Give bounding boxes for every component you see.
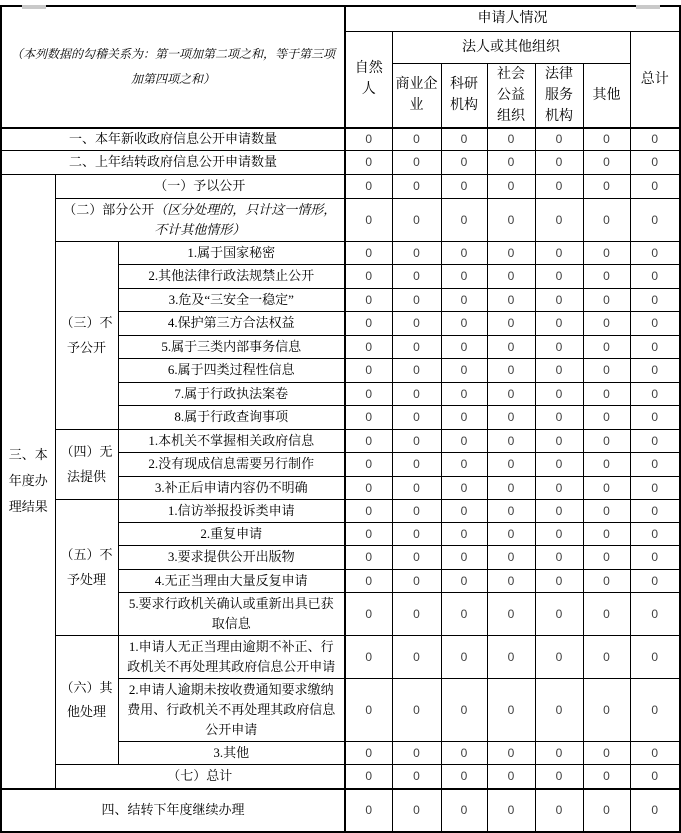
- row-label-cell: 二、上年结转政府信息公开申请数量: [1, 151, 345, 175]
- value-cell: 0: [487, 765, 535, 789]
- value-cell: 0: [392, 742, 441, 765]
- row-label-cell: 3.危及“三安全一稳定”: [118, 289, 345, 312]
- value-cell: 0: [392, 242, 441, 265]
- value-cell: 0: [535, 289, 583, 312]
- value-cell: 0: [345, 789, 392, 832]
- value-cell: 0: [583, 359, 630, 383]
- value-cell: 0: [630, 406, 680, 430]
- value-cell: 0: [345, 679, 392, 742]
- value-cell: 0: [630, 289, 680, 312]
- row-label-cell: 四、结转下年度继续办理: [1, 789, 345, 832]
- value-cell: 0: [441, 383, 487, 406]
- value-cell: 0: [583, 289, 630, 312]
- value-cell: 0: [345, 383, 392, 406]
- value-cell: 0: [487, 430, 535, 453]
- value-cell: 0: [392, 679, 441, 742]
- value-cell: 0: [345, 546, 392, 570]
- value-cell: 0: [441, 289, 487, 312]
- value-cell: 0: [630, 636, 680, 679]
- value-cell: 0: [487, 312, 535, 336]
- value-cell: 0: [583, 242, 630, 265]
- value-cell: 0: [630, 430, 680, 453]
- value-cell: 0: [535, 742, 583, 765]
- row-label-note: （区分处理的，只计这一情形，不计其他情形）: [154, 201, 337, 237]
- value-cell: 0: [487, 593, 535, 636]
- value-cell: 0: [441, 242, 487, 265]
- row-label-cell: [55, 199, 345, 242]
- value-cell: 0: [345, 453, 392, 477]
- value-cell: 0: [583, 500, 630, 523]
- value-cell: 0: [345, 265, 392, 289]
- value-cell: 0: [487, 128, 535, 151]
- value-cell: 0: [630, 312, 680, 336]
- row-label-cell: （七）总计: [55, 765, 345, 789]
- application-statistics-table: [0, 5, 681, 833]
- value-cell: 0: [630, 265, 680, 289]
- value-cell: 0: [441, 265, 487, 289]
- value-cell: 0: [535, 430, 583, 453]
- value-cell: 0: [535, 406, 583, 430]
- value-cell: 0: [392, 546, 441, 570]
- value-cell: 0: [441, 546, 487, 570]
- row-label-cell: 3.其他: [118, 742, 345, 765]
- value-cell: 0: [345, 406, 392, 430]
- value-cell: 0: [487, 336, 535, 359]
- cropped-toolbar-fragment-right: [636, 5, 660, 9]
- row-label-cell: 8.属于行政查询事项: [118, 406, 345, 430]
- value-cell: 0: [345, 593, 392, 636]
- value-cell: 0: [535, 151, 583, 175]
- value-cell: 0: [441, 151, 487, 175]
- row-label-cell: 6.属于四类过程性信息: [118, 359, 345, 383]
- value-cell: 0: [487, 570, 535, 593]
- value-cell: 0: [441, 477, 487, 500]
- value-cell: 0: [487, 453, 535, 477]
- value-cell: 0: [535, 128, 583, 151]
- value-cell: 0: [392, 570, 441, 593]
- value-cell: 0: [630, 477, 680, 500]
- value-cell: 0: [441, 765, 487, 789]
- value-cell: 0: [583, 477, 630, 500]
- value-cell: 0: [441, 593, 487, 636]
- cropped-toolbar-fragment-left: [22, 5, 46, 9]
- value-cell: 0: [630, 765, 680, 789]
- table-row: [1, 765, 680, 789]
- value-cell: 0: [583, 175, 630, 199]
- value-cell: 0: [345, 430, 392, 453]
- table-row: [1, 128, 680, 151]
- value-cell: 0: [441, 199, 487, 242]
- value-cell: 0: [535, 312, 583, 336]
- table-row: [1, 199, 680, 242]
- value-cell: 0: [345, 523, 392, 546]
- section-label-other-handling: （六）其他处理: [55, 636, 118, 765]
- value-cell: 0: [441, 312, 487, 336]
- value-cell: 0: [535, 265, 583, 289]
- value-cell: 0: [441, 523, 487, 546]
- value-cell: 0: [535, 336, 583, 359]
- value-cell: 0: [535, 546, 583, 570]
- value-cell: 0: [535, 383, 583, 406]
- value-cell: 0: [487, 383, 535, 406]
- value-cell: 0: [487, 289, 535, 312]
- value-cell: 0: [441, 742, 487, 765]
- header-commercial-enterprise: 商业企业: [392, 63, 441, 128]
- value-cell: 0: [441, 636, 487, 679]
- header-research-institution: 科研机构: [441, 63, 487, 128]
- value-cell: 0: [441, 789, 487, 832]
- header-applicant-status: 申请人情况: [345, 6, 680, 31]
- value-cell: 0: [630, 500, 680, 523]
- value-cell: 0: [345, 500, 392, 523]
- value-cell: 0: [535, 570, 583, 593]
- value-cell: 0: [345, 151, 392, 175]
- value-cell: 0: [630, 546, 680, 570]
- value-cell: 0: [345, 336, 392, 359]
- row-label-cell: 3.要求提供公开出版物: [118, 546, 345, 570]
- value-cell: 0: [392, 406, 441, 430]
- value-cell: 0: [392, 636, 441, 679]
- row-label-cell: （一）予以公开: [55, 175, 345, 199]
- value-cell: 0: [630, 199, 680, 242]
- table-row: [1, 636, 680, 679]
- value-cell: 0: [345, 477, 392, 500]
- section-label-not-processed: （五）不予处理: [55, 500, 118, 636]
- value-cell: 0: [392, 500, 441, 523]
- row-label-cell: 1.信访举报投诉类申请: [118, 500, 345, 523]
- value-cell: 0: [345, 742, 392, 765]
- value-cell: 0: [630, 336, 680, 359]
- value-cell: 0: [345, 636, 392, 679]
- value-cell: 0: [535, 593, 583, 636]
- value-cell: 0: [392, 359, 441, 383]
- value-cell: 0: [345, 765, 392, 789]
- value-cell: 0: [630, 789, 680, 832]
- value-cell: 0: [392, 523, 441, 546]
- value-cell: 0: [345, 175, 392, 199]
- row-label-cell: 1.申请人无正当理由逾期不补正、行政机关不再处理其政府信息公开申请: [118, 636, 345, 679]
- value-cell: 0: [630, 453, 680, 477]
- row-label-cell: 5.属于三类内部事务信息: [118, 336, 345, 359]
- value-cell: 0: [583, 636, 630, 679]
- row-label-cell: 4.保护第三方合法权益: [118, 312, 345, 336]
- value-cell: 0: [487, 265, 535, 289]
- row-label-cell: 3.补正后申请内容仍不明确: [118, 477, 345, 500]
- value-cell: 0: [392, 289, 441, 312]
- row-label-cell: 2.重复申请: [118, 523, 345, 546]
- value-cell: 0: [583, 546, 630, 570]
- value-cell: 0: [583, 336, 630, 359]
- value-cell: 0: [345, 359, 392, 383]
- value-cell: 0: [535, 199, 583, 242]
- value-cell: 0: [535, 242, 583, 265]
- value-cell: 0: [487, 500, 535, 523]
- value-cell: 0: [487, 151, 535, 175]
- header-legal-service-org: 法律服务机构: [535, 63, 583, 128]
- value-cell: 0: [583, 453, 630, 477]
- value-cell: 0: [487, 523, 535, 546]
- annual-report-page: [0, 5, 679, 817]
- header-other-org: 其他: [583, 63, 630, 128]
- table-row: [1, 242, 680, 265]
- value-cell: 0: [630, 679, 680, 742]
- value-cell: 0: [392, 593, 441, 636]
- row-label-cell: 4.无正当理由大量反复申请: [118, 570, 345, 593]
- value-cell: 0: [392, 265, 441, 289]
- value-cell: 0: [583, 312, 630, 336]
- value-cell: 0: [583, 789, 630, 832]
- value-cell: 0: [583, 593, 630, 636]
- value-cell: 0: [583, 765, 630, 789]
- value-cell: 0: [345, 570, 392, 593]
- value-cell: 0: [441, 175, 487, 199]
- value-cell: 0: [535, 175, 583, 199]
- value-cell: 0: [392, 383, 441, 406]
- value-cell: 0: [630, 383, 680, 406]
- row-label-cell: 1.属于国家秘密: [118, 242, 345, 265]
- value-cell: 0: [392, 175, 441, 199]
- value-cell: 0: [535, 477, 583, 500]
- table-row: [1, 175, 680, 199]
- row-label-cell: 2.申请人逾期未按收费通知要求缴纳费用、行政机关不再处理其政府信息公开申请: [118, 679, 345, 742]
- value-cell: 0: [392, 128, 441, 151]
- row-label-cell: 7.属于行政执法案卷: [118, 383, 345, 406]
- value-cell: 0: [441, 453, 487, 477]
- value-cell: 0: [583, 265, 630, 289]
- value-cell: 0: [535, 679, 583, 742]
- value-cell: 0: [630, 175, 680, 199]
- value-cell: 0: [535, 500, 583, 523]
- row-label: （二）部分公开: [63, 201, 155, 217]
- value-cell: 0: [392, 789, 441, 832]
- value-cell: 0: [487, 406, 535, 430]
- value-cell: 0: [345, 199, 392, 242]
- value-cell: 0: [535, 789, 583, 832]
- value-cell: 0: [487, 636, 535, 679]
- value-cell: 0: [487, 546, 535, 570]
- value-cell: 0: [441, 336, 487, 359]
- value-cell: 0: [583, 742, 630, 765]
- value-cell: 0: [441, 128, 487, 151]
- value-cell: 0: [583, 570, 630, 593]
- row-label-cell: 1.本机关不掌握相关政府信息: [118, 430, 345, 453]
- value-cell: 0: [630, 242, 680, 265]
- row-label-cell: 2.没有现成信息需要另行制作: [118, 453, 345, 477]
- value-cell: 0: [630, 128, 680, 151]
- value-cell: 0: [487, 175, 535, 199]
- value-cell: 0: [535, 453, 583, 477]
- value-cell: 0: [487, 742, 535, 765]
- value-cell: 0: [583, 679, 630, 742]
- value-cell: 0: [535, 636, 583, 679]
- value-cell: 0: [392, 453, 441, 477]
- value-cell: 0: [487, 242, 535, 265]
- value-cell: 0: [630, 742, 680, 765]
- value-cell: 0: [441, 430, 487, 453]
- row-label-cell: 一、本年新收政府信息公开申请数量: [1, 128, 345, 151]
- value-cell: 0: [392, 199, 441, 242]
- value-cell: 0: [392, 477, 441, 500]
- value-cell: 0: [583, 406, 630, 430]
- value-cell: 0: [487, 199, 535, 242]
- section-label-denied: （三）不予公开: [55, 242, 118, 430]
- value-cell: 0: [583, 151, 630, 175]
- header-total: 总计: [630, 31, 680, 128]
- value-cell: 0: [583, 430, 630, 453]
- reconciliation-note-cell: （本列数据的勾稽关系为：第一项加第二项之和，等于第三项加第四项之和）: [1, 6, 345, 128]
- value-cell: 0: [441, 570, 487, 593]
- value-cell: 0: [583, 128, 630, 151]
- value-cell: 0: [487, 359, 535, 383]
- value-cell: 0: [392, 336, 441, 359]
- value-cell: 0: [345, 312, 392, 336]
- header-row-1: [1, 6, 680, 31]
- value-cell: 0: [441, 406, 487, 430]
- value-cell: 0: [630, 570, 680, 593]
- value-cell: 0: [392, 765, 441, 789]
- value-cell: 0: [487, 789, 535, 832]
- value-cell: 0: [630, 359, 680, 383]
- value-cell: 0: [583, 383, 630, 406]
- section-label-unable-to-provide: （四）无法提供: [55, 430, 118, 500]
- value-cell: 0: [441, 679, 487, 742]
- value-cell: 0: [345, 128, 392, 151]
- table-row: [1, 789, 680, 832]
- value-cell: 0: [535, 523, 583, 546]
- value-cell: 0: [630, 523, 680, 546]
- value-cell: 0: [630, 151, 680, 175]
- header-public-welfare-org: 社会公益组织: [487, 63, 535, 128]
- value-cell: 0: [392, 151, 441, 175]
- value-cell: 0: [392, 312, 441, 336]
- row-label-cell: 2.其他法律行政法规禁止公开: [118, 265, 345, 289]
- row-label-cell: 5.要求行政机关确认或重新出具已获取信息: [118, 593, 345, 636]
- value-cell: 0: [630, 593, 680, 636]
- header-natural-person: 自然人: [345, 31, 392, 128]
- header-legal-org: 法人或其他组织: [392, 31, 630, 63]
- value-cell: 0: [487, 477, 535, 500]
- value-cell: 0: [583, 199, 630, 242]
- value-cell: 0: [345, 242, 392, 265]
- value-cell: 0: [535, 359, 583, 383]
- section-label-annual-results: 三、本年度办理结果: [1, 175, 55, 789]
- table-row: [1, 500, 680, 523]
- value-cell: 0: [392, 430, 441, 453]
- value-cell: 0: [441, 359, 487, 383]
- value-cell: 0: [345, 289, 392, 312]
- value-cell: 0: [535, 765, 583, 789]
- value-cell: 0: [487, 679, 535, 742]
- value-cell: 0: [441, 500, 487, 523]
- table-row: [1, 151, 680, 175]
- value-cell: 0: [583, 523, 630, 546]
- table-row: [1, 430, 680, 453]
